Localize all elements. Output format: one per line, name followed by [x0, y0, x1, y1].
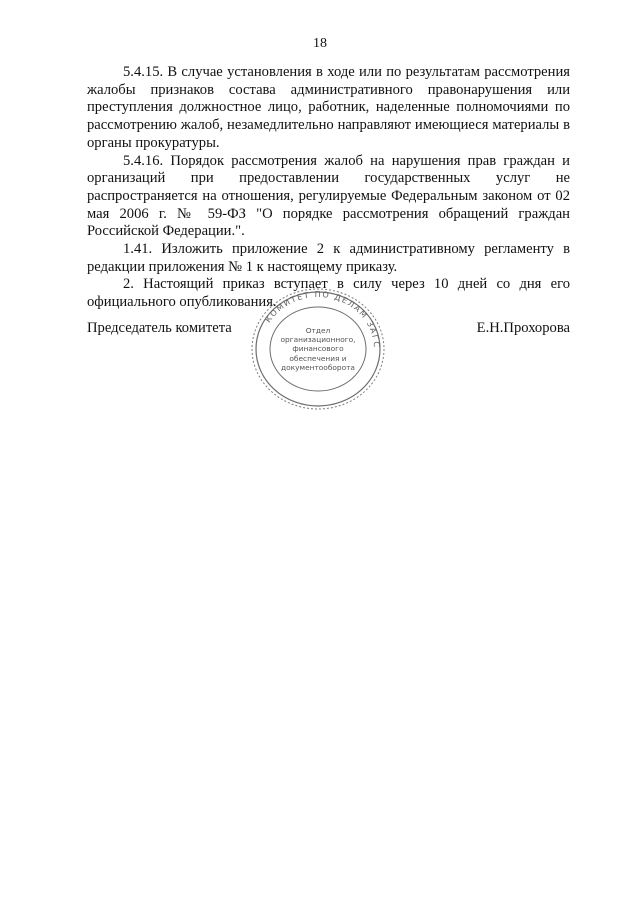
stamp-line: организационного, — [280, 335, 356, 345]
paragraph-5-4-16: 5.4.16. Порядок рассмотрения жалоб на нарушения прав граждан и организаций при предоставлении государственных услуг не распространяется на отношения, регулируемые Федеральным законом от 02 мая 2006 г. № 59-ФЗ "О порядке рассмотрения обращений граждан Российской Федерации.". — [87, 152, 570, 240]
stamp-line: обеспечения и — [289, 353, 347, 363]
paragraph-5-4-15: 5.4.15. В случае установления в ходе или по результатам рассмотрения жалобы признаков состава административного правонарушения или преступления должностное лицо, работник, наделенные полномочиями по рассмотрению жалоб, незамедлительно направляют имеющиеся материалы в органы прокуратуры. — [87, 64, 570, 151]
stamp-line: финансового — [292, 344, 344, 354]
paragraph-1-41: 1.41. Изложить приложение 2 к административному регламенту в редакции приложения № 1 к настоящему приказу. — [87, 241, 570, 275]
official-stamp — [248, 286, 388, 412]
paragraph-2: 2. Настоящий приказ вступает в силу через 10 дней со дня его официального опубликования. — [87, 276, 570, 311]
stamp-inner-text — [272, 326, 364, 372]
stamp-ring-text: КОМИТЕТ ПО ДЕЛАМ ЗАГС — [263, 289, 382, 349]
signatory-title: Председатель комитета — [87, 320, 232, 336]
page-number: 18 — [313, 36, 327, 51]
signatory-name: Е.Н.Прохорова — [476, 320, 570, 336]
stamp-line: Отдел — [305, 326, 331, 335]
document-body — [87, 64, 570, 312]
stamp-line: документооборота — [281, 362, 355, 372]
